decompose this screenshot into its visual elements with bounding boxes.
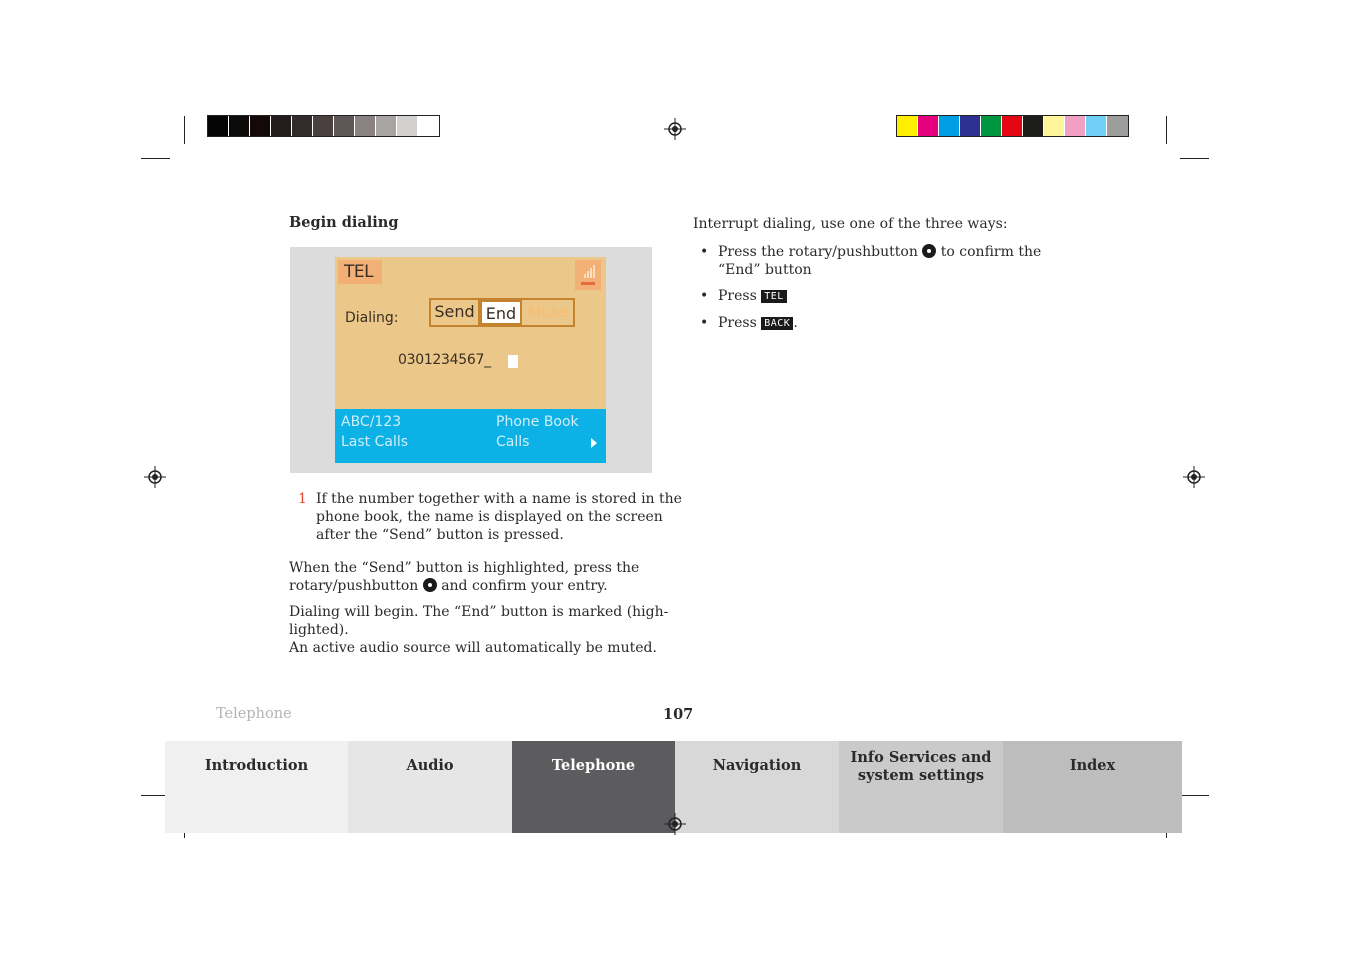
tab-label: Navigation (712, 757, 802, 774)
bullet-dot: • (700, 315, 709, 331)
input-cursor (508, 355, 518, 368)
mute-button[interactable]: Mute (527, 302, 568, 321)
tab-label: Index (1069, 757, 1116, 774)
tab-label: Telephone (551, 757, 636, 774)
telephone-display (335, 257, 606, 463)
color-swatch (271, 116, 292, 136)
crop-mark-top-left-h (141, 158, 170, 159)
bullet-item (700, 243, 1042, 279)
menu-item-calls[interactable]: Calls (496, 434, 530, 450)
paragraph-line (289, 577, 639, 595)
menu-item-last-calls[interactable]: Last Calls (341, 434, 409, 450)
tab-introduction[interactable] (165, 741, 348, 833)
color-swatch (250, 116, 271, 136)
tab-audio[interactable] (348, 741, 512, 833)
bullet-dot: • (700, 244, 709, 260)
color-swatch (939, 116, 960, 136)
footnote-number: 1 (298, 491, 307, 507)
dialed-number: 0301234567_ (398, 352, 491, 368)
section-heading: Begin dialing (289, 214, 399, 231)
send-button[interactable]: Send (431, 300, 480, 325)
bullet-text: Press (718, 288, 757, 304)
color-swatch (1065, 116, 1086, 136)
color-swatch (960, 116, 981, 136)
crop-mark-top-left-v (184, 116, 185, 144)
instruction-paragraph (289, 559, 639, 595)
color-swatch (1107, 116, 1128, 136)
page-number: 107 (663, 706, 694, 723)
footnote-line: after the “Send” button is pressed. (316, 527, 564, 543)
crop-mark-top-right-h (1180, 158, 1209, 159)
color-swatch (1086, 116, 1107, 136)
registration-mark-icon (1183, 466, 1205, 488)
menu-item-abc-123[interactable]: ABC/123 (341, 414, 402, 430)
paragraph-line: lighted). (289, 622, 349, 638)
color-swatch (208, 116, 229, 136)
tab-telephone[interactable] (512, 741, 675, 833)
rotary-pushbutton-icon (922, 244, 936, 258)
color-swatch (897, 116, 918, 136)
paragraph-line: Dialing will begin. The “End” button is marked (high- (289, 604, 669, 620)
color-swatch (334, 116, 355, 136)
color-swatch (1002, 116, 1023, 136)
color-calibration-strip (896, 115, 1129, 137)
end-button[interactable]: End (480, 300, 522, 325)
color-swatch (397, 116, 418, 136)
color-swatch (313, 116, 334, 136)
tab-info-services[interactable] (839, 741, 1003, 833)
registration-mark-icon (664, 813, 686, 835)
gray-calibration-strip (207, 115, 440, 137)
bullet-item (700, 287, 787, 305)
dial-button-group (429, 298, 575, 327)
color-swatch (1023, 116, 1044, 136)
color-swatch (376, 116, 397, 136)
back-key-icon: BACK (761, 317, 793, 330)
bullet-line (718, 243, 1041, 261)
footnote-line: If the number together with a name is stored in the (316, 491, 682, 507)
running-section-name: Telephone (216, 706, 292, 722)
bullet-dot: • (700, 288, 709, 304)
bullet-text: Press (718, 315, 757, 331)
interrupt-intro: Interrupt dialing, use one of the three ways: (693, 216, 1008, 232)
color-swatch (918, 116, 939, 136)
tab-navigation[interactable] (675, 741, 839, 833)
paragraph-line: When the “Send” button is highlighted, press the (289, 560, 640, 576)
footnote-line: phone book, the name is displayed on the screen (316, 509, 663, 525)
softkey-menu (335, 409, 606, 463)
tab-label: Audio (406, 757, 454, 774)
tab-label: system settings (857, 767, 985, 784)
tab-label: Info Services and (850, 749, 992, 766)
color-swatch (292, 116, 313, 136)
color-swatch (418, 116, 439, 136)
tab-label: Introduction (204, 757, 309, 774)
tel-key-icon: TEL (761, 290, 787, 303)
crop-mark-bottom-right-h (1180, 795, 1209, 796)
dialing-label: Dialing: (345, 310, 399, 326)
paragraph-text: rotary/pushbutton (289, 578, 419, 594)
color-swatch (355, 116, 376, 136)
arrow-right-icon (591, 438, 597, 448)
bullet-item (700, 314, 798, 332)
menu-item-phone-book[interactable]: Phone Book (496, 414, 579, 430)
registration-mark-icon (664, 118, 686, 140)
bullet-text: . (793, 315, 798, 331)
color-swatch (229, 116, 250, 136)
crop-mark-top-right-v (1166, 116, 1167, 144)
display-screenshot-frame (290, 247, 652, 473)
bullet-text: Press the rotary/pushbutton (718, 244, 918, 260)
bullet-text: to confirm the (940, 244, 1042, 260)
signal-strength-icon (575, 260, 601, 290)
color-swatch (1044, 116, 1065, 136)
paragraph-line: An active audio source will automatically be muted. (289, 640, 657, 656)
tab-index[interactable] (1003, 741, 1182, 833)
bullet-line: “End” button (718, 262, 812, 278)
tel-tab-label: TEL (338, 260, 382, 284)
rotary-pushbutton-icon (423, 578, 437, 592)
color-swatch (981, 116, 1002, 136)
paragraph-text: and confirm your entry. (441, 578, 608, 594)
registration-mark-icon (144, 466, 166, 488)
result-paragraph (289, 603, 668, 657)
